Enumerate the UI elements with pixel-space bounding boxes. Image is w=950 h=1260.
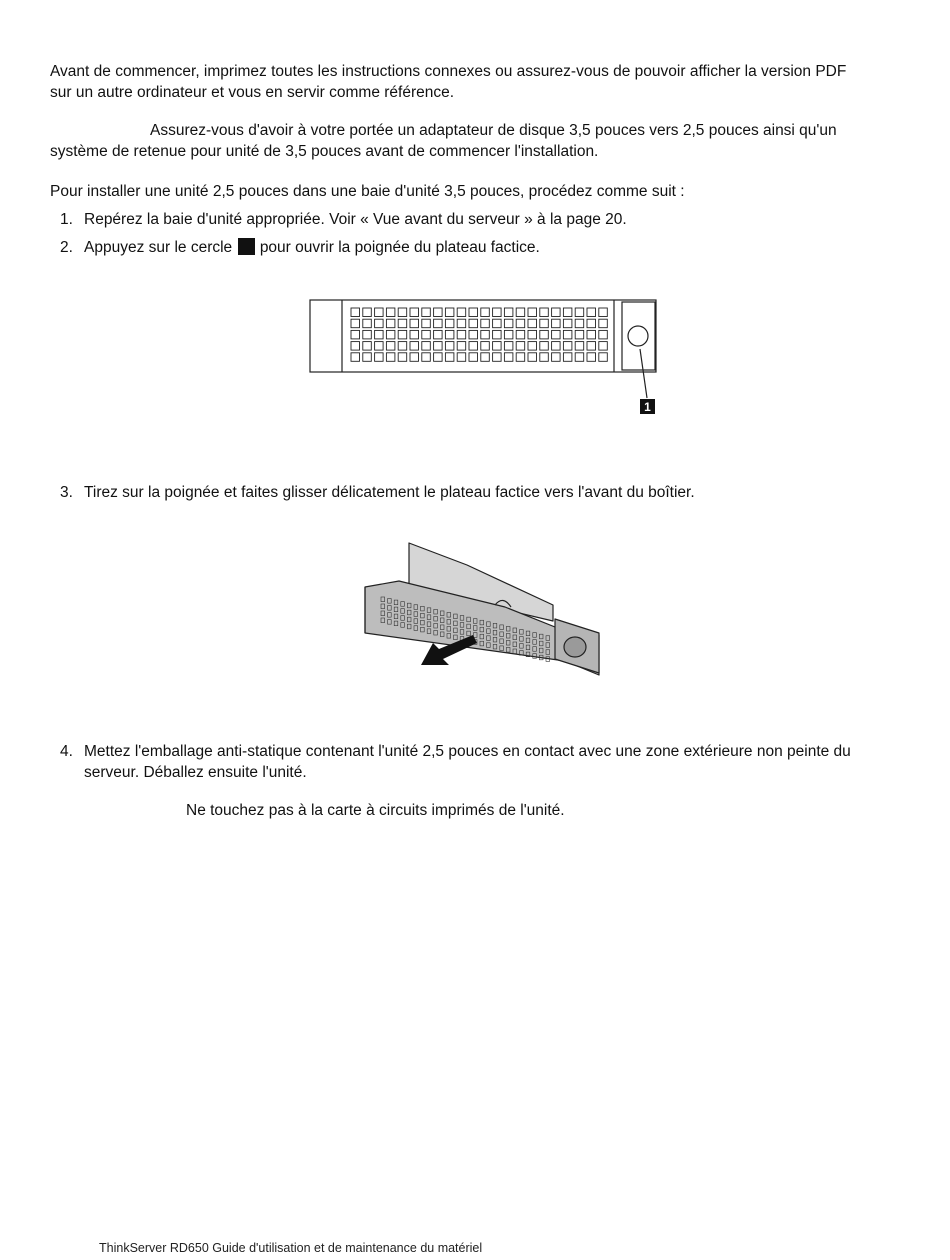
callout-number: 1 [644,400,651,414]
vent-hole [386,319,395,328]
vent-hole [398,308,407,317]
vent-hole [563,330,572,339]
vent-hole [528,319,537,328]
vent-hole [516,319,525,328]
vent-hole [540,353,549,362]
release-circle-icon [628,326,648,346]
step-text [84,237,874,258]
vent-hole [398,342,407,351]
vent-hole [599,353,608,362]
vent-hole [351,330,360,339]
vent-hole [504,319,513,328]
vent-hole [469,308,478,317]
procedure-lead: Pour installer une unité 2,5 pouces dans une baie d'unité 3,5 pouces, procédez comme suit : [50,183,685,200]
vent-hole [528,342,537,351]
vent-hole [457,308,466,317]
vent-hole [587,319,596,328]
step-number: 2. [60,239,73,256]
vent-hole [363,342,372,351]
vent-hole [422,308,431,317]
vent-hole [398,353,407,362]
vent-hole [351,308,360,317]
vent-hole [599,342,608,351]
vent-grid [351,308,607,361]
tray-handle-outline [622,302,655,370]
vent-hole [422,353,431,362]
vent-hole [563,308,572,317]
handle-circle-icon [564,637,586,657]
vent-hole [540,342,549,351]
vent-hole [575,319,584,328]
vent-hole [504,353,513,362]
vent-hole [410,319,419,328]
vent-hole [375,342,384,351]
vent-hole [375,308,384,317]
vent-hole [587,342,596,351]
vent-hole [363,319,372,328]
step-text: Repérez la baie d'unité appropriée. Voir « Vue avant du serveur » à la page 20. [84,211,627,228]
page-footer: ThinkServer RD650 Guide d'utilisation et de maintenance du matériel [99,1241,483,1255]
step-number: 3. [60,484,73,501]
vent-hole [587,353,596,362]
vent-hole [504,342,513,351]
step-2-text-after: pour ouvrir la poignée du plateau factice. [259,239,540,256]
vent-hole [469,342,478,351]
tray-front-figure [300,292,670,422]
vent-hole [563,319,572,328]
vent-hole [375,319,384,328]
note-paragraph [50,120,890,162]
step-text: Mettez l'emballage anti-statique contenant l'unité 2,5 pouces en contact avec une zone extérieure non peinte du serveur. Déballez ensuite l'unité. [84,743,851,781]
vent-hole [351,353,360,362]
vent-hole [599,319,608,328]
vent-hole [599,308,608,317]
vent-hole [410,353,419,362]
vent-hole [445,319,454,328]
vent-hole [575,353,584,362]
vent-hole [493,353,502,362]
vent-hole [516,353,525,362]
vent-hole [540,308,549,317]
vent-hole [516,308,525,317]
vent-hole [457,330,466,339]
vent-hole [575,330,584,339]
vent-hole [516,342,525,351]
vent-hole [445,342,454,351]
vent-hole [363,353,372,362]
vent-hole [575,308,584,317]
vent-hole [375,353,384,362]
step-2-text-before: Appuyez sur le cercle [84,239,233,256]
vent-hole [434,353,443,362]
vent-hole [434,342,443,351]
vent-hole [422,330,431,339]
vent-hole [434,330,443,339]
vent-hole [375,330,384,339]
callout-leader-line [640,349,647,398]
vent-hole [540,319,549,328]
vent-hole [445,353,454,362]
vent-hole [469,319,478,328]
vent-hole [363,330,372,339]
vent-hole [516,330,525,339]
vent-hole [434,319,443,328]
vent-hole [528,308,537,317]
vent-hole [493,319,502,328]
vent-hole [398,319,407,328]
vent-hole [469,353,478,362]
step-number: 1. [60,211,73,228]
vent-hole [351,342,360,351]
note-text: Assurez-vous d'avoir à votre portée un adaptateur de disque 3,5 pouces vers 2,5 pouces ainsi qu'un système de retenue pour unité de 3,5 pouces avant de commencer l'installation. [50,122,837,160]
vent-hole [540,330,549,339]
vent-hole [563,353,572,362]
vent-hole [469,330,478,339]
vent-hole [457,353,466,362]
vent-hole [410,330,419,339]
vent-hole [445,308,454,317]
vent-hole [457,342,466,351]
vent-hole [481,319,490,328]
vent-hole [493,330,502,339]
vent-hole [422,319,431,328]
vent-hole [410,342,419,351]
vent-hole [493,342,502,351]
vent-hole [528,353,537,362]
vent-hole [552,342,561,351]
vent-hole [398,330,407,339]
vent-hole [386,308,395,317]
vent-hole [504,330,513,339]
vent-hole [552,353,561,362]
vent-hole [528,330,537,339]
vent-hole [575,342,584,351]
vent-hole [481,342,490,351]
vent-hole [434,308,443,317]
vent-hole [552,319,561,328]
tray-removal-figure [355,535,610,680]
vent-hole [481,330,490,339]
vent-hole [386,353,395,362]
vent-hole [386,330,395,339]
vent-hole [386,342,395,351]
vent-hole [552,330,561,339]
vent-hole [587,330,596,339]
vent-hole [587,308,596,317]
step-number: 4. [60,743,73,760]
vent-hole [599,330,608,339]
vent-hole [422,342,431,351]
vent-hole [504,308,513,317]
callout-marker-icon [238,238,255,255]
vent-hole [351,319,360,328]
step-4-note: Ne touchez pas à la carte à circuits imprimés de l'unité. [186,802,565,819]
vent-hole [563,342,572,351]
vent-hole [410,308,419,317]
vent-hole [552,308,561,317]
vent-hole [363,308,372,317]
vent-hole [493,308,502,317]
vent-hole [445,330,454,339]
vent-hole [457,319,466,328]
step-text: Tirez sur la poignée et faites glisser délicatement le plateau factice vers l'avant du boîtier. [84,484,695,501]
vent-hole [481,308,490,317]
vent-hole [481,353,490,362]
intro-paragraph: Avant de commencer, imprimez toutes les instructions connexes ou assurez-vous de pouvoir afficher la version PDF sur un autre ordinateur et vous en servir comme référence. [50,63,847,101]
